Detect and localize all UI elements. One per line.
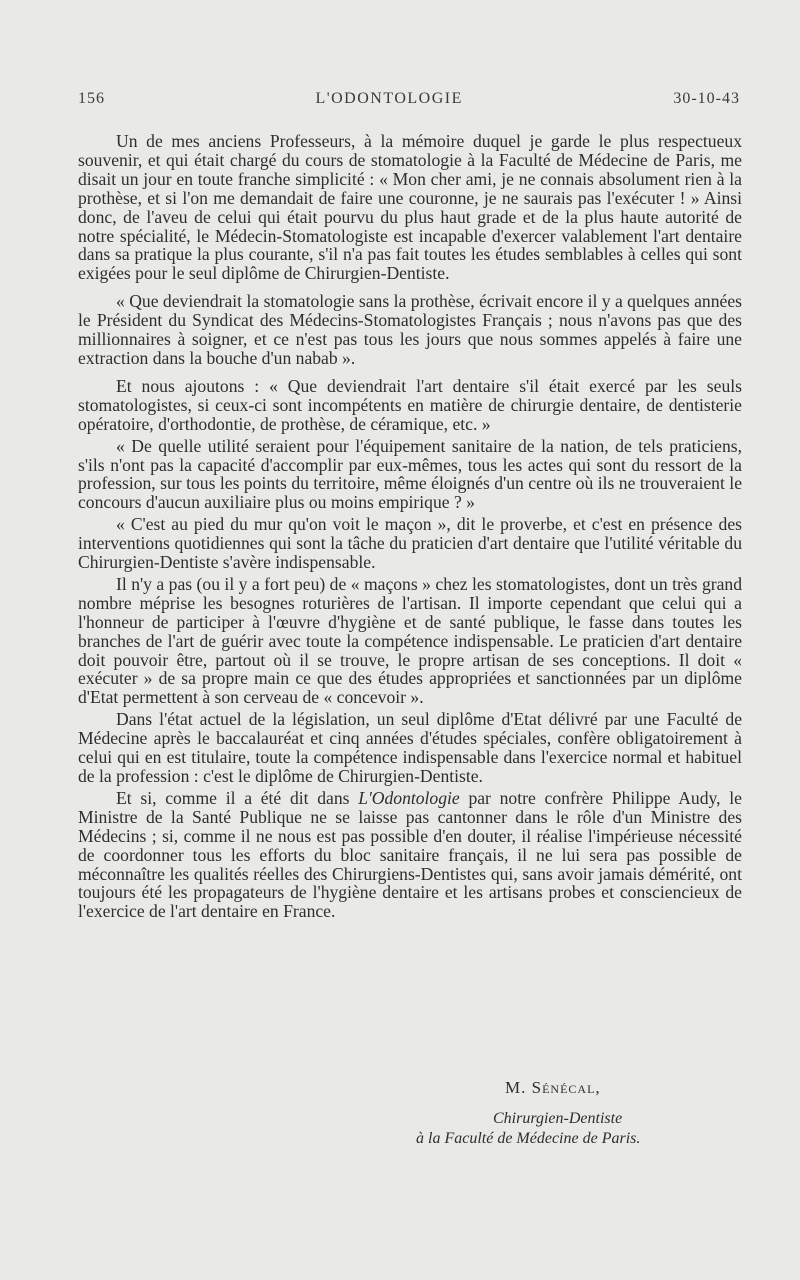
journal-title: L'ODONTOLOGIE xyxy=(315,90,463,107)
paragraph: Il n'y a pas (ou il y a fort peu) de « maçons » chez les stomatologistes, dont un très grand nombre méprise les besognes roturières de l'artisan. Il importe cependant que celui qui a l'honneur de participer à l'œuvre d'hygiène et de santé publique, le fasse dans toutes les branches de l'art de guérir avec toute la compétence indispensable. Le praticien d'art dentaire doit pouvoir être, partout où il se trouve, le propre artisan de ses conceptions. Il doit « exécuter » de sa propre main ce que des études appropriées et sanctionnées par un diplôme d'Etat permettent à son cerveau de « concevoir ». xyxy=(78,573,742,708)
author-surname: Sénécal, xyxy=(531,1078,601,1097)
issue-date: 30-10-43 xyxy=(673,90,740,107)
paragraph: « Que deviendrait la stomatologie sans la prothèse, écrivait encore il y a quelques années le Président du Syndicat des Médecins-Stomatologistes Français ; nous n'avons pas que des millionnaires à soigner, et ce n'est pas tous les jours que nous sommes appelés à faire une extraction dans la bouche d'un nabab ». xyxy=(78,291,742,368)
article-body xyxy=(78,132,742,930)
paragraph: « C'est au pied du mur qu'on voit le maçon », dit le proverbe, et c'est en présence des interventions quotidiennes qui sont la tâche du praticien d'art dentaire que l'utilité véritable du Chirurgien-Dentiste s'avère indispensable. xyxy=(78,514,742,573)
author-title: Chirurgien-Dentiste xyxy=(493,1110,623,1127)
paragraph-final-end: par notre confrère Philippe Audy, le Ministre de la Santé Publique ne se laisse pas cantonner dans le rôle d'un Ministre des Médecins ; si, comme il ne nous est pas possible d'en douter, il réalise l'impérieuse nécessité de coordonner tous les efforts du bloc sanitaire français, il ne lui sera pas possible de méconnaître les qualités réelles des Chirurgiens-Dentistes qui, sans avoir jamais démérité, ont toujours été les propagateurs de l'hygiène dentaire et les artisans probes et consciencieux de l'exercice de l'art dentaire en France. xyxy=(78,787,742,922)
paragraph: Et nous ajoutons : « Que deviendrait l'art dentaire s'il était exercé par les seuls stomatologistes, si ceux-ci sont incompétents en matière de chirurgie dentaire, de dentisterie opératoire, d'orthodontie, de prothèse, de céramique, etc. » xyxy=(78,375,742,434)
paragraph: Un de mes anciens Professeurs, à la mémoire duquel je garde le plus respectueux souvenir, et qui était chargé du cours de stomatologie à la Faculté de Médecine de Paris, me disait un jour en toute franche simplicité : « Mon cher ami, je ne connais absolument rien à la prothèse, et si l'on me demandait de faire une couronne, je ne saurais pas l'exécuter ! » Ainsi donc, de l'aveu de celui qui était pourvu du plus haut grade et de la plus haute autorité de notre spécialité, le Médecin-Stomatologiste est incapable d'exercer valablement l'art dentaire dans sa pratique la plus courante, s'il n'a pas fait toutes les études semblables à celles qui sont exigées pour le seul diplôme de Chirurgien-Dentiste. xyxy=(78,131,742,284)
running-header xyxy=(78,90,740,108)
author-initial: M. xyxy=(505,1078,527,1097)
author-institution: à la Faculté de Médecine de Paris. xyxy=(416,1130,641,1147)
page-number: 156 xyxy=(78,90,105,107)
author-name xyxy=(505,1078,601,1098)
paragraph-final xyxy=(78,789,742,921)
paragraph-final-start: Et si, comme il a été dit dans xyxy=(116,787,359,808)
journal-name-emphasis: L'Odontologie xyxy=(358,787,460,808)
paragraph: « De quelle utilité seraient pour l'équipement sanitaire de la nation, de tels praticiens, s'ils n'ont pas la capacité d'accomplir par eux-mêmes, tous les actes qui sont du ressort de la profession, sur tous les points du territoire, même éloignés d'un centre où ils ne trouveraient le concours d'aucun auxiliaire plus ou moins empirique ? » xyxy=(78,435,742,513)
paragraph: Dans l'état actuel de la législation, un seul diplôme d'Etat délivré par une Faculté de Médecine après le baccalauréat et cinq années d'études spéciales, confère obligatoirement à celui qui en est titulaire, toute la compétence indispensable dans l'exercice normal et habituel de la profession : c'est le diplôme de Chirurgien-Dentiste. xyxy=(78,709,742,786)
